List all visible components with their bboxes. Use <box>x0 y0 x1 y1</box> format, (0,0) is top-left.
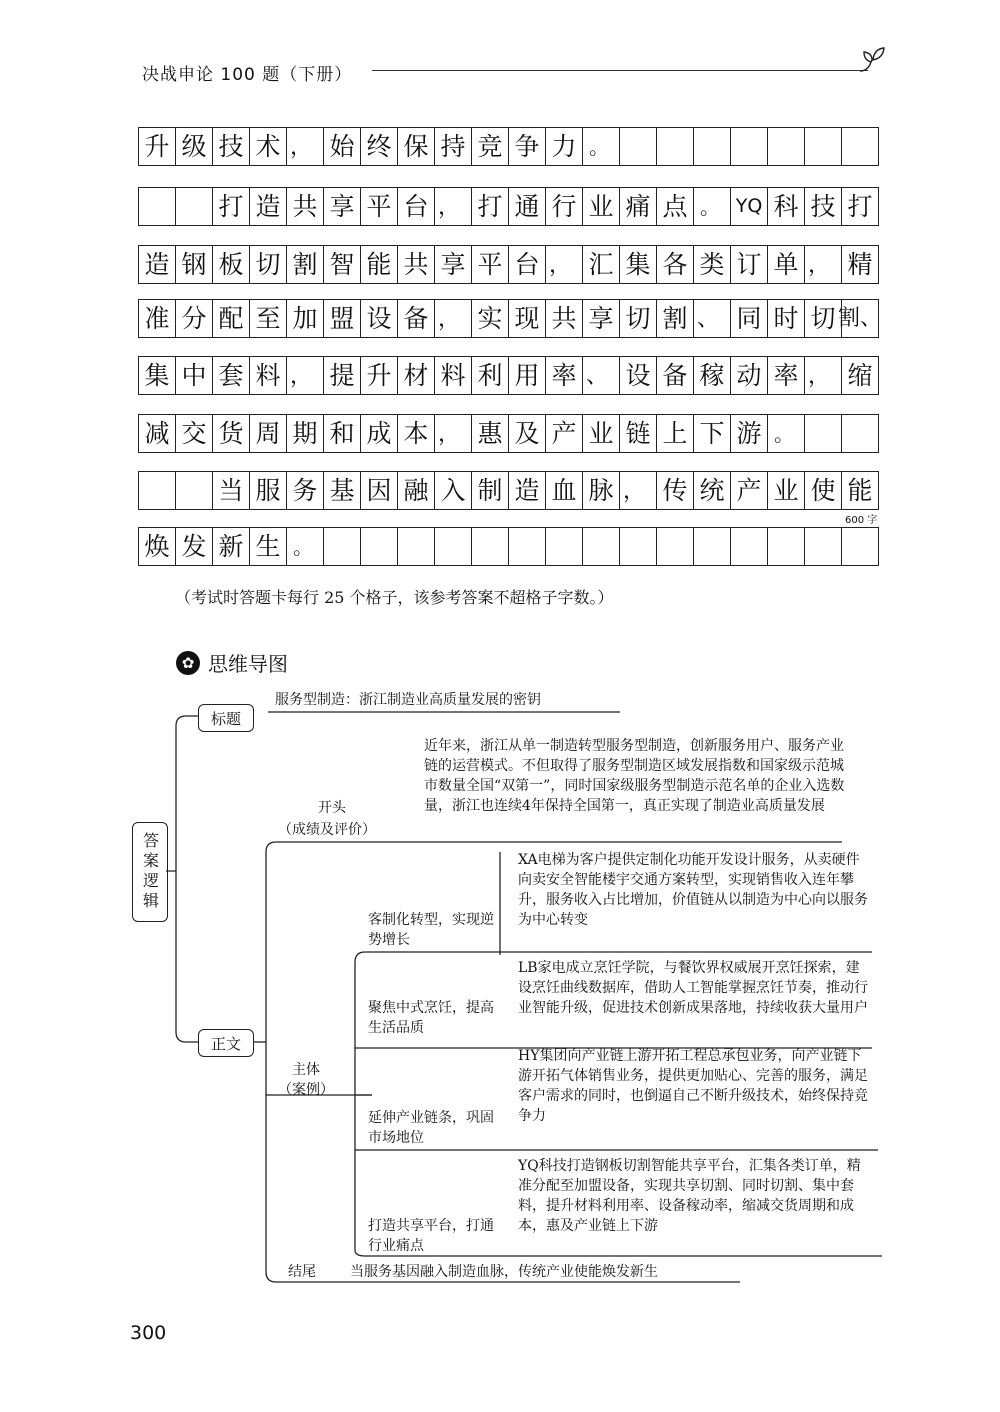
grid-cell: 分 <box>176 300 213 338</box>
case-text: YQ科技打造钢板切割智能共享平台，汇集各类订单，精准分配至加盟设备，实现共享切割、同时切割、集中套料，提升材料利用率、设备稼动率，缩减交货周期和成本，惠及产业链上下游 <box>518 1158 861 1234</box>
grid-cell: 割 <box>657 300 694 338</box>
grid-cell: 传 <box>657 472 694 510</box>
grid-cell: 设 <box>620 357 657 395</box>
grid-cell: 板 <box>213 246 250 284</box>
grid-cell: 终 <box>361 128 398 166</box>
grid-cell: 割、 <box>842 300 879 338</box>
grid-cell: 共 <box>287 188 324 226</box>
grid-cell: 享 <box>435 246 472 284</box>
grid-cell: 配 <box>213 300 250 338</box>
grid-cell: 打 <box>472 188 509 226</box>
grid-cell: 、 <box>583 357 620 395</box>
grid-cell: 切 <box>620 300 657 338</box>
grid-cell: 血 <box>546 472 583 510</box>
grid-cell: 实 <box>472 300 509 338</box>
grid-cell: 新 <box>213 528 250 566</box>
grid-cell: 技 <box>805 188 842 226</box>
grid-cell: 技 <box>213 128 250 166</box>
grid-cell: 材 <box>398 357 435 395</box>
grid-cell: 钢 <box>176 246 213 284</box>
grid-cell: 及 <box>509 415 546 453</box>
grid-cell: ， <box>435 188 472 226</box>
ending-text: 当服务基因融入制造血脉，传统产业使能焕发新生 <box>350 1264 658 1280</box>
flower-icon: ✿ <box>176 651 200 675</box>
grid-cell: 。 <box>694 188 731 226</box>
grid-cell: ， <box>287 357 324 395</box>
grid-cell: 科 <box>768 188 805 226</box>
grid-cell: 业 <box>768 472 805 510</box>
grid-cell: 稼 <box>694 357 731 395</box>
case-text: HY集团向产业链上游开拓工程总承包业务，向产业链下游开拓气体销售业务，提供更加贴心、完善的服务，满足客户需求的同时，也倒逼自己不断升级技术，始终保持竞争力 <box>518 1048 868 1124</box>
grid-cell: 术 <box>250 128 287 166</box>
case-label: 延伸产业链条，巩固市场地位 <box>368 1110 494 1146</box>
case-label: 客制化转型，实现逆势增长 <box>368 912 494 948</box>
grid-cell: ， <box>435 300 472 338</box>
grid-cell: 期 <box>287 415 324 453</box>
grid-cell: 成 <box>361 415 398 453</box>
grid-cell: 上 <box>657 415 694 453</box>
opening-sublabel: （成绩及评价） <box>278 822 376 838</box>
grid-cell: 脉 <box>583 472 620 510</box>
grid-cell: 、 <box>694 300 731 338</box>
grid-cell: 共 <box>546 300 583 338</box>
grid-cell: 动 <box>731 357 768 395</box>
main-label: 主体 <box>292 1062 320 1078</box>
grid-cell: 切 <box>250 246 287 284</box>
grid-cell: 发 <box>176 528 213 566</box>
grid-cell: ， <box>805 246 842 284</box>
grid-cell: 利 <box>472 357 509 395</box>
grid-cell: 造 <box>139 246 176 284</box>
grid-cell: ， <box>287 128 324 166</box>
grid-cell: 链 <box>620 415 657 453</box>
grid-cell: 切 <box>805 300 842 338</box>
grid-cell: YQ <box>731 188 768 226</box>
grid-cell: 造 <box>509 472 546 510</box>
grid-cell: 造 <box>250 188 287 226</box>
title-box: 标题 <box>198 704 254 732</box>
grid-cell: 使 <box>805 472 842 510</box>
grid-cell: ， <box>435 415 472 453</box>
grid-cell: 盟 <box>324 300 361 338</box>
grid-cell: 用 <box>509 357 546 395</box>
grid-cell: 加 <box>287 300 324 338</box>
grid-cell: 生 <box>250 528 287 566</box>
grid-cell: 订 <box>731 246 768 284</box>
opening-label: 开头 <box>318 800 346 816</box>
grid-cell: 力 <box>546 128 583 166</box>
grid-cell: 货 <box>213 415 250 453</box>
grid-cell: 台 <box>398 188 435 226</box>
grid-cell: 制 <box>472 472 509 510</box>
grid-cell: 共 <box>398 246 435 284</box>
mindmap-root: 答案逻辑 <box>132 822 168 922</box>
grid-cell: 率 <box>768 357 805 395</box>
grid-cell: 精 <box>842 246 879 284</box>
grid-cell: 融 <box>398 472 435 510</box>
mindmap-heading-text: 思维导图 <box>208 652 288 676</box>
grid-cell: 本 <box>398 415 435 453</box>
grid-cell: 痛 <box>620 188 657 226</box>
grid-cell: 点 <box>657 188 694 226</box>
grid-cell: 类 <box>694 246 731 284</box>
opening-text: 近年来，浙江从单一制造转型服务型制造，创新服务用户、服务产业链的运营模式。不但取得了服务型制造区域发展指数和国家级示范城市数量全国“双第一”，同时国家级服务型制造示范名单的企业入选数量，浙江也连续4年保持全国第一，真正实现了制造业高质量发展 <box>424 738 845 814</box>
grid-cell: 业 <box>583 415 620 453</box>
grid-cell: 享 <box>324 188 361 226</box>
main-sublabel: （案例） <box>278 1082 334 1098</box>
grid-cell: ， <box>805 357 842 395</box>
grid-cell: 产 <box>731 472 768 510</box>
case-text: XA电梯为客户提供定制化功能开发设计服务，从卖硬件向卖安全智能楼宇交通方案转型，实现销售收入连年攀升，服务收入占比增加，价值链从以制造为中心向以服务为中心转变 <box>518 852 868 928</box>
grid-cell: 中 <box>176 357 213 395</box>
grid-cell: 现 <box>509 300 546 338</box>
grid-cell: 能 <box>361 246 398 284</box>
grid-cell: 惠 <box>472 415 509 453</box>
grid-cell: 升 <box>361 357 398 395</box>
grid-cell: 保 <box>398 128 435 166</box>
grid-cell: 争 <box>509 128 546 166</box>
grid-cell: 业 <box>583 188 620 226</box>
grid-cell: 汇 <box>583 246 620 284</box>
exam-note: （考试时答题卡每行 25 个格子，该参考答案不超格子字数。） <box>175 588 614 607</box>
case-label: 打造共享平台，打通行业痛点 <box>368 1218 494 1254</box>
grid-cell: 因 <box>361 472 398 510</box>
grid-cell: 各 <box>657 246 694 284</box>
grid-cell: 割 <box>287 246 324 284</box>
grid-cell: 。 <box>768 415 805 453</box>
body-box: 正文 <box>198 1029 254 1057</box>
grid-cell: 备 <box>657 357 694 395</box>
grid-cell: 周 <box>250 415 287 453</box>
grid-cell: 行 <box>546 188 583 226</box>
grid-cell: 打 <box>842 188 879 226</box>
grid-cell: 备 <box>398 300 435 338</box>
grid-cell: 入 <box>435 472 472 510</box>
grid-cell: 基 <box>324 472 361 510</box>
grid-cell: 。 <box>583 128 620 166</box>
grid-cell: 焕 <box>139 528 176 566</box>
grid-cell: 竞 <box>472 128 509 166</box>
grid-cell: 游 <box>731 415 768 453</box>
case-label: 聚焦中式烹饪，提高生活品质 <box>368 1000 494 1036</box>
grid-cell: 料 <box>250 357 287 395</box>
grid-cell: 当 <box>213 472 250 510</box>
grid-cell: 料 <box>435 357 472 395</box>
grid-cell: 套 <box>213 357 250 395</box>
grid-cell: 升 <box>139 128 176 166</box>
grid-cell: 产 <box>546 415 583 453</box>
case-text: LB家电成立烹饪学院，与餐饮界权威展开烹饪探索，建设烹饪曲线数据库，借助人工智能掌握烹饪节奏，推动行业智能升级，促进技术创新成果落地，持续收获大量用户 <box>518 960 868 1016</box>
grid-cell: 交 <box>176 415 213 453</box>
grid-cell: 统 <box>694 472 731 510</box>
grid-cell: 下 <box>694 415 731 453</box>
grid-cell: 单 <box>768 246 805 284</box>
grid-cell: 台 <box>509 246 546 284</box>
grid-cell: 级 <box>176 128 213 166</box>
grid-cell: 缩 <box>842 357 879 395</box>
grid-cell: 服 <box>250 472 287 510</box>
word-count-marker: 600 字 <box>845 515 878 526</box>
grid-cell: 始 <box>324 128 361 166</box>
grid-cell: 准 <box>139 300 176 338</box>
grid-cell: 减 <box>139 415 176 453</box>
grid-cell: ， <box>546 246 583 284</box>
grid-cell: 时 <box>768 300 805 338</box>
grid-cell: 和 <box>324 415 361 453</box>
grid-cell: 率 <box>546 357 583 395</box>
grid-cell: 享 <box>583 300 620 338</box>
grid-cell: 打 <box>213 188 250 226</box>
grid-cell: 平 <box>361 188 398 226</box>
grid-cell: 集 <box>620 246 657 284</box>
grid-cell: 平 <box>472 246 509 284</box>
title-text: 服务型制造：浙江制造业高质量发展的密钥 <box>275 692 541 708</box>
book-title: 决战申论 100 题（下册） <box>142 65 353 85</box>
grid-cell: 设 <box>361 300 398 338</box>
grid-cell: 集 <box>139 357 176 395</box>
grid-cell: 。 <box>287 528 324 566</box>
grid-cell: ， <box>620 472 657 510</box>
page-number: 300 <box>130 1322 167 1344</box>
grid-cell: 智 <box>324 246 361 284</box>
grid-cell: 能 <box>842 472 879 510</box>
grid-cell: 务 <box>287 472 324 510</box>
grid-cell: 持 <box>435 128 472 166</box>
grid-cell: 提 <box>324 357 361 395</box>
grid-cell: 至 <box>250 300 287 338</box>
grid-cell: 通 <box>509 188 546 226</box>
ending-label: 结尾 <box>288 1264 316 1280</box>
grid-cell: 同 <box>731 300 768 338</box>
